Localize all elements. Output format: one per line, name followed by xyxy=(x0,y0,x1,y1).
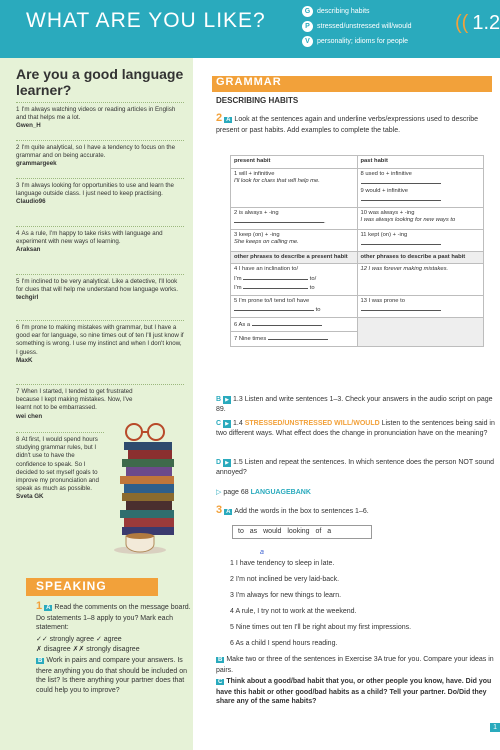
comment-text: At first, I would spend hours studying grammar rules, but I didn't use to have the confidence to speak. So I decided to set myself goals to improve my pronunciation and speak as much as possible. xyxy=(16,436,99,493)
comment-number: 5 xyxy=(16,278,20,285)
habits-table xyxy=(230,155,484,347)
table-cell xyxy=(357,168,484,207)
rule-text: 8 used to + infinitive xyxy=(360,170,412,177)
answer-blank[interactable] xyxy=(361,195,441,201)
page-number: 1 xyxy=(490,723,500,732)
lesson-topics xyxy=(302,5,412,50)
comment-number: 6 xyxy=(16,324,20,331)
divider xyxy=(16,384,184,385)
answer-blank[interactable] xyxy=(268,334,328,340)
exercise-letter: C xyxy=(216,420,222,427)
divider xyxy=(16,226,184,227)
example-text: 12 I was forever making mistakes. xyxy=(360,266,449,272)
topic-label: describing habits xyxy=(317,8,370,15)
comment-text: As a rule, I'm happy to take risks with language and experiment with new ways of learning. xyxy=(16,230,163,246)
answer-blank[interactable] xyxy=(361,178,441,184)
rule-text: 9 would + infinitive xyxy=(360,187,409,194)
exercise-2b xyxy=(216,395,496,414)
rule-text: 11 kept (on) + -ing xyxy=(360,231,408,238)
rule-text: to/ xyxy=(309,275,317,282)
board-title: Are you a good language learner? xyxy=(16,66,184,98)
topic-label: stressed/unstressed will/would xyxy=(317,23,412,30)
language-bank-link[interactable] xyxy=(216,488,496,498)
comment-text: I'm always watching videos or reading articles in English and that helps me a lot. xyxy=(16,106,176,122)
glasses-icon xyxy=(126,424,164,440)
example-text: She keeps on calling me. xyxy=(234,239,299,245)
word-box: to as would looking of a xyxy=(232,525,372,539)
comment-text: I'm prone to making mistakes with grammar, but I have a good ear for language, so nine times out of ten I'll just know if something is wrong. I use my instinct and when I don't know, I guess. xyxy=(16,324,184,356)
divider xyxy=(16,274,184,275)
rule-text: 5 I'm prone to/I tend to/I have xyxy=(234,297,310,304)
rule-text: 4 I have an inclination to/ xyxy=(234,266,299,272)
table-cell xyxy=(357,229,484,251)
grammar-heading: GRAMMAR xyxy=(216,76,282,88)
other-present-header: other phrases to describe a present habit xyxy=(231,251,358,264)
audio-play-icon[interactable]: ▶ xyxy=(223,459,231,467)
past-habit-header: past habit xyxy=(357,156,484,169)
topic-grammar xyxy=(302,5,412,18)
rule-text: I'm xyxy=(234,285,242,291)
rule-text: 2 is always + -ing xyxy=(234,209,279,216)
comment-5 xyxy=(16,278,184,303)
audio-play-icon[interactable]: ▶ xyxy=(223,420,231,428)
exercise-letter: A xyxy=(226,117,231,123)
comment-4 xyxy=(16,230,184,255)
exercise-letter: B xyxy=(38,658,43,664)
sentence-4: 4 A rule, I try not to work at the weekend. xyxy=(230,608,357,615)
unit-number-text: 1.2 xyxy=(472,12,500,34)
exercise-text: Listen to the sentences being said in two different ways. What effect does the change in pronunciation have on the meaning? xyxy=(216,420,495,437)
speaking-heading: SPEAKING xyxy=(36,579,107,593)
exercise-1b xyxy=(36,656,192,695)
comment-2 xyxy=(16,144,184,169)
exercise-text: Think about a good/bad habit that you, or other people you know, have. Did you have this habit or other good/bad habits as a child? Tell your partner. Do/Did they share any of the same habits? xyxy=(216,678,492,705)
comment-user: Claudio96 xyxy=(16,198,46,206)
rule-text: 7 Nine times xyxy=(234,336,267,342)
vocabulary-badge-icon: V xyxy=(302,36,313,47)
agree-key-line: ✓✓ strongly agree ✓ agree xyxy=(36,636,122,643)
comment-user: MaxK xyxy=(16,356,33,364)
exercise-number: 3 xyxy=(216,504,223,516)
arrow-right-icon: ▷ xyxy=(216,489,222,496)
answer-blank[interactable] xyxy=(361,239,441,245)
books-and-glasses-illustration xyxy=(106,418,190,568)
comment-user: Sveta GK xyxy=(16,493,44,501)
table-cell xyxy=(357,295,484,317)
exercise-text: Make two or three of the sentences in Exercise 3A true for you. Compare your ideas in pairs. xyxy=(216,656,494,674)
topic-pronunciation xyxy=(302,20,412,33)
exercise-2a xyxy=(216,114,496,135)
exercise-1a xyxy=(36,602,192,633)
exercise-2d xyxy=(216,458,496,477)
rule-text: 1 will + infinitive xyxy=(234,170,275,177)
divider xyxy=(16,140,184,141)
exercise-3b xyxy=(216,655,496,675)
bank-page-ref: page 68 xyxy=(223,489,249,496)
audio-play-icon[interactable]: ▶ xyxy=(223,396,231,404)
comment-number: 3 xyxy=(16,182,20,189)
comment-number: 7 xyxy=(16,388,20,395)
bracket-icon: (( xyxy=(455,12,469,34)
pronunciation-badge-icon: P xyxy=(302,21,313,32)
comment-1 xyxy=(16,106,184,131)
comment-text: I'm inclined to be very analytical. Like a detective, I'll look for clues that will help me understand how language works. xyxy=(16,278,178,294)
rule-text: I'm xyxy=(234,275,242,282)
divider xyxy=(16,432,104,433)
comment-user: techgirl xyxy=(16,294,39,302)
exercise-text: Listen and repeat the sentences. In which sentence does the person NOT sound annoyed? xyxy=(216,459,495,476)
language-bank-label: LANGUAGEBANK xyxy=(250,489,311,496)
comment-user: grammargeek xyxy=(16,160,57,168)
grammar-subheading: DESCRIBING HABITS xyxy=(216,96,299,105)
comment-user: Araksan xyxy=(16,246,41,254)
sentence-2: 2 I'm not inclined be very laid-back. xyxy=(230,576,340,583)
answer-blank[interactable] xyxy=(234,305,314,311)
sentence-5: 5 Nine times out ten I'll be right about my first impressions. xyxy=(230,624,412,631)
comment-6 xyxy=(16,324,184,365)
answer-blank[interactable] xyxy=(243,283,308,289)
audio-track: 1.3 xyxy=(233,396,243,403)
topic-label: personality; idioms for people xyxy=(317,38,409,45)
present-habit-header: present habit xyxy=(231,156,358,169)
exercise-letter: C xyxy=(218,679,223,685)
table-cell xyxy=(231,229,358,251)
exercise-text: Listen and write sentences 1–3. Check your answers in the audio script on page 89. xyxy=(216,396,493,413)
table-cell xyxy=(231,168,358,207)
sentence-1: 1 I have tendency to sleep in late. xyxy=(230,560,335,567)
table-cell xyxy=(231,332,358,347)
pronunciation-caption: STRESSED/UNSTRESSED WILL/WOULD xyxy=(244,420,380,427)
example-text: I was always looking for new ways to xyxy=(360,217,456,223)
comment-number: 8 xyxy=(16,436,20,443)
divider xyxy=(16,102,184,103)
table-cell xyxy=(357,264,484,296)
exercise-letter: A xyxy=(46,605,51,611)
comment-text: I'm always looking for opportunities to use and learn the language outside class. I just need to keep practising. xyxy=(16,182,174,198)
exercise-number: 2 xyxy=(216,112,223,124)
page-title: WHAT ARE YOU LIKE? xyxy=(26,9,266,32)
comment-number: 1 xyxy=(16,106,20,113)
table-cell: 2 is always + -ing . xyxy=(231,207,358,229)
exercise-letter: B xyxy=(216,396,222,403)
exercise-letter: D xyxy=(216,459,222,466)
handwritten-note: a xyxy=(260,549,264,556)
disagree-key-line: ✗ disagree ✗✗ strongly disagree xyxy=(36,645,140,653)
sentence-3: 3 I'm always for new things to learn. xyxy=(230,592,342,599)
exercise-text: Add the words in the box to sentences 1–6. xyxy=(234,508,369,515)
comment-7 xyxy=(16,388,136,421)
comment-number: 2 xyxy=(16,144,20,151)
table-cell-empty xyxy=(357,317,484,346)
exercise-number: 1 xyxy=(36,600,43,612)
exercise-text: Work in pairs and compare your answers. Is there anything you do that should be included on the list? Is there anything your partner does that could help you to improve? xyxy=(36,657,188,694)
comment-number: 4 xyxy=(16,230,20,237)
exercise-2c xyxy=(216,419,496,438)
topic-vocabulary xyxy=(302,35,412,48)
other-past-header: other phrases to describe a past habit xyxy=(357,251,484,264)
rule-text: 6 As a xyxy=(234,321,251,328)
comment-3 xyxy=(16,182,184,207)
example-text: I'll look for clues that will help me. xyxy=(234,178,320,184)
table-cell xyxy=(231,317,358,332)
rule-text: 13 I was prone to xyxy=(360,297,405,304)
answer-blank[interactable] xyxy=(243,274,308,280)
answer-blank[interactable] xyxy=(361,305,441,311)
comment-text: When I started, I tended to get frustrated because I kept making mistakes. Now, I've learnt not to be embarrassed. xyxy=(16,388,133,412)
exercise-text: Look at the sentences again and underline verbs/expressions used to describe present or past habits. Add examples to complete the table. xyxy=(216,116,479,134)
exercise-3c xyxy=(216,677,496,707)
exercise-3a xyxy=(216,506,496,518)
divider xyxy=(16,178,184,179)
comment-user: wei chen xyxy=(16,412,43,420)
exercise-letter: B xyxy=(218,657,223,663)
sentence-6: 6 As a child I spend hours reading. xyxy=(230,640,338,647)
answer-blank[interactable] xyxy=(252,320,322,326)
comment-8 xyxy=(16,436,104,502)
unit-number xyxy=(455,12,500,35)
table-cell xyxy=(357,207,484,229)
rule-text: 3 keep (on) + -ing xyxy=(234,231,280,238)
divider xyxy=(16,320,184,321)
agreement-key xyxy=(36,635,192,654)
comment-text: I'm quite analytical, so I have a tendency to focus on the grammar and on being accurate. xyxy=(16,144,176,160)
audio-track: 1.5 xyxy=(233,459,243,466)
rule-text: 10 was always + -ing xyxy=(360,209,415,216)
table-cell xyxy=(231,264,358,296)
audio-track: 1.4 xyxy=(233,420,243,427)
answer-blank[interactable] xyxy=(234,217,324,223)
grammar-badge-icon: G xyxy=(302,6,313,17)
rule-text: to xyxy=(309,285,315,291)
exercise-text: Read the comments on the message board. Do statements 1–8 apply to you? Mark each statement: xyxy=(36,604,191,631)
comment-user: Gwen_H xyxy=(16,122,41,130)
rule-text: to xyxy=(315,307,321,313)
exercise-letter: A xyxy=(226,509,231,515)
unit-header xyxy=(0,0,500,58)
teacup-icon xyxy=(114,533,166,554)
table-cell xyxy=(231,295,358,317)
